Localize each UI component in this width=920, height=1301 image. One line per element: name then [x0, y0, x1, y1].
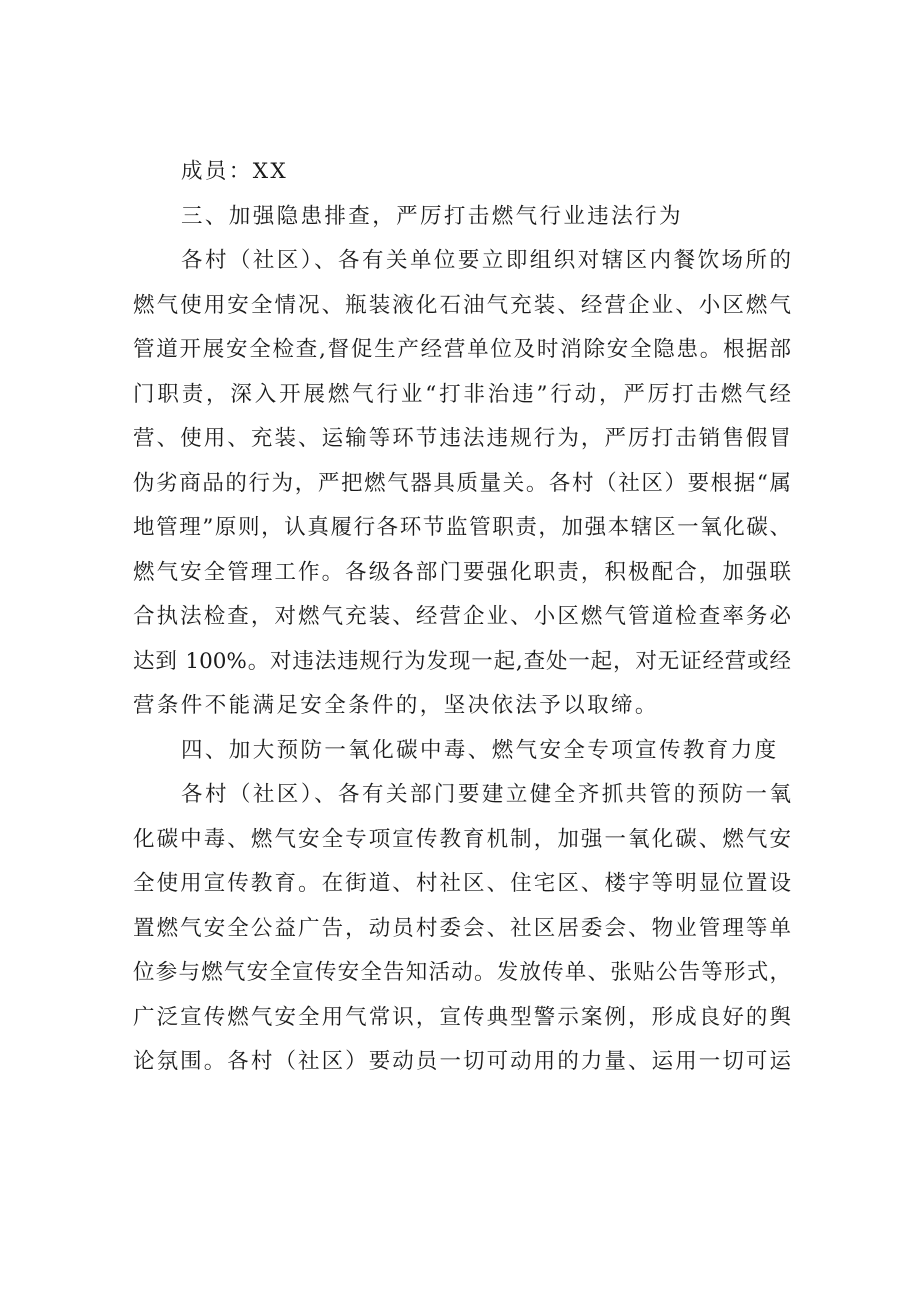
text-line: 全使用宣传教育。在街道、村社区、住宅区、楼宇等明显位置设 — [133, 871, 791, 896]
text-line: 地管理”原则，认真履行各环节监管职责，加强本辖区一氧化碳、 — [133, 515, 791, 540]
text-line: 合执法检查，对燃气充装、经营企业、小区燃气管道检查率务必 — [133, 604, 791, 629]
text-line: 成员：XX — [181, 159, 289, 184]
text-line: 营条件不能满足安全条件的，坚决依法予以取缔。 — [133, 693, 659, 718]
text-line: 营、使用、充装、运输等环节违法违规行为，严厉打击销售假冒 — [133, 426, 791, 451]
text-line: 化碳中毒、燃气安全专项宣传教育机制，加强一氧化碳、燃气安 — [133, 826, 791, 852]
text-line: 达到 100%。对违法违规行为发现一起,查处一起，对无证经营或经 — [133, 648, 791, 674]
text-line: 各村（社区）、各有关部门要建立健全齐抓共管的预防一氧 — [181, 782, 791, 807]
text-line: 各村（社区）、各有关单位要立即组织对辖区内餐饮场所的 — [181, 248, 791, 273]
text-line: 门职责，深入开展燃气行业“打非治违”行动，严厉打击燃气经 — [133, 381, 791, 407]
text-line: 广泛宣传燃气安全用气常识，宣传典型警示案例，形成良好的舆 — [133, 1004, 791, 1030]
section-heading: 四、加大预防一氧化碳中毒、燃气安全专项宣传教育力度 — [181, 737, 779, 763]
document-body — [133, 150, 791, 1085]
text-line: 燃气安全管理工作。各级各部门要强化职责，积极配合，加强联 — [133, 559, 791, 585]
text-line: 论氛围。各村（社区）要动员一切可动用的力量、运用一切可运 — [133, 1049, 791, 1074]
text-line: 燃气使用安全情况、瓶装液化石油气充装、经营企业、小区燃气 — [133, 292, 791, 318]
text-line: 管道开展安全检查,督促生产经营单位及时消除安全隐患。根据部 — [133, 337, 791, 362]
text-line: 位参与燃气安全宣传安全告知活动。发放传单、张贴公告等形式， — [133, 960, 791, 985]
text-line: 置燃气安全公益广告，动员村委会、社区居委会、物业管理等单 — [133, 915, 791, 941]
text-line: 伪劣商品的行为，严把燃气器具质量关。各村（社区）要根据“属 — [133, 470, 791, 496]
section-heading: 三、加强隐患排查，严厉打击燃气行业违法行为 — [181, 203, 683, 229]
